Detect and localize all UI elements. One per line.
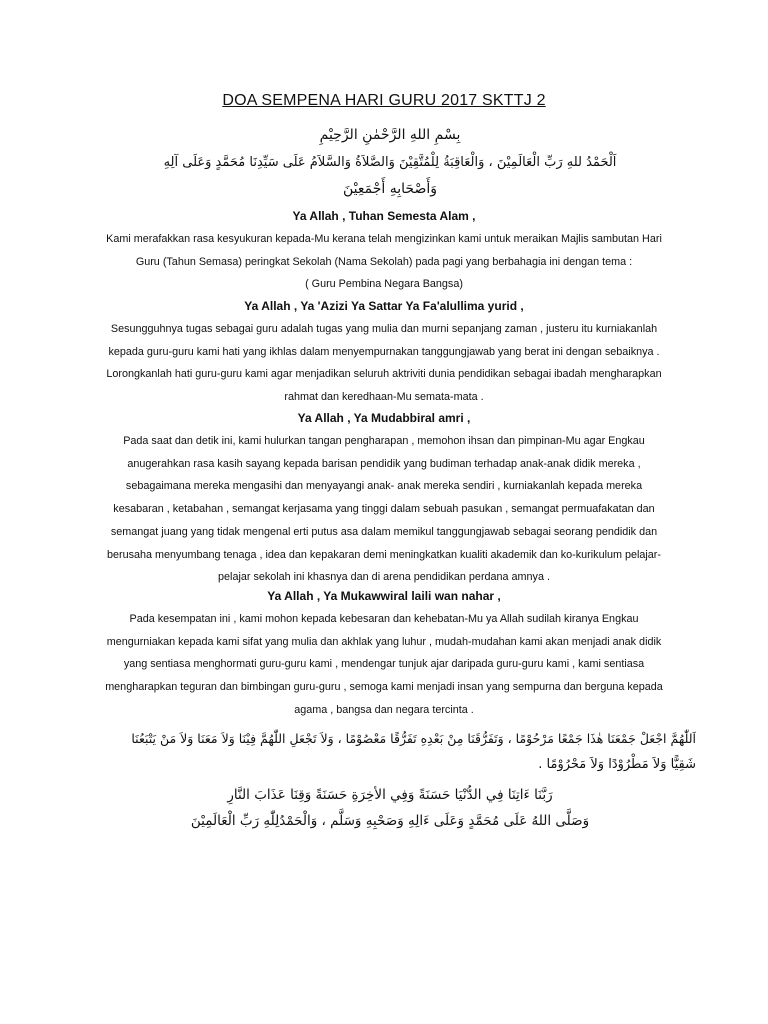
paragraph-line: semangat juang yang tidak mengenal erti putus asa dalam memikul tanggungjawab sebagai seorang pendidik dan bbox=[110, 525, 658, 538]
section-heading-4: Ya Allah , Ya Mukawwiral laili wan nahar , bbox=[267, 589, 501, 603]
section-heading-2: Ya Allah , Ya 'Azizi Ya Sattar Ya Fa'alullima yurid , bbox=[244, 299, 524, 313]
arabic-opening-line-1: اَلْحَمْدُ للهِ رَبِّ الْعَالَمِيْنَ ، وَالْعَاقِبَةُ لِلْمُتَّقِيْنَ وَالصَّلاَةُ وَالسَّلاَمُ عَلَى سَيِّدِنَا مُحَمَّدٍ وَعَلَى آلِهِ bbox=[163, 155, 617, 170]
paragraph-line: mengurniakan kepada kami sifat yang mulia dan akhlak yang luhur , mudah-mudahan kami akan menjadi anak didik bbox=[106, 635, 662, 648]
section-paragraph-1 bbox=[100, 228, 668, 296]
paragraph-line: kesabaran , ketabahan , semangat kerjasama yang tinggi dalam sebuah pasukan , semangat permuafakatan dan bbox=[113, 503, 655, 516]
arabic-opening-line-2: وَأَصْحَابِهِ أَجْمَعِيْنَ bbox=[343, 181, 437, 197]
paragraph-line: agama , bangsa dan negara tercinta . bbox=[294, 703, 474, 716]
paragraph-line: mengharapkan teguran dan bimbingan guru-guru , semoga kami menjadi insan yang sempurna dan berguna kepada bbox=[105, 681, 663, 694]
paragraph-line: anugerahkan rasa kasih sayang kepada barisan pendidik yang budiman terhadap anak-anak didik mereka , bbox=[127, 457, 641, 470]
arabic-closing-line-2: شَقِيًّا وَلاَ مَطْرُوْدًا وَلاَ مَحْرُوْمًا . bbox=[538, 757, 696, 772]
paragraph-line: Kami merafakkan rasa kesyukuran kepada-Mu kerana telah mengizinkan kami untuk meraikan Majlis sambutan Hari bbox=[106, 233, 662, 245]
paragraph-line: Guru (Tahun Semasa) peringkat Sekolah (Nama Sekolah) pada pagi yang berbahagia ini dengan tema : bbox=[135, 255, 633, 268]
arabic-closing-line-4: وَصَلَّى اللهُ عَلَى مُحَمَّدٍ وَعَلَى ءَالِهِ وَصَحْبِهِ وَسَلَّم ، وَالْحَمْدُلِلّٰهِ رَبِّ الْعَالَمِيْنَ bbox=[190, 813, 590, 829]
section-paragraph-4 bbox=[100, 608, 668, 722]
paragraph-line: Sesungguhnya tugas sebagai guru adalah tugas yang mulia dan murni sepanjang zaman , justeru itu kurniakanlah bbox=[110, 323, 658, 335]
paragraph-line: rahmat dan keredhaan-Mu semata-mata . bbox=[284, 391, 484, 404]
section-paragraph-3 bbox=[100, 430, 668, 589]
section-paragraph-2 bbox=[100, 318, 668, 409]
paragraph-line: ( Guru Pembina Negara Bangsa) bbox=[305, 278, 463, 291]
document-title: DOA SEMPENA HARI GURU 2017 SKTTJ 2 bbox=[222, 92, 546, 109]
arabic-closing-line-1: اَللّٰهُمَّ اجْعَلْ جَمْعَنَا هٰذَا جَمْعًا مَرْحُوْمًا ، وَتَفَرُّقَنَا مِنْ بَعْدِهِ تَفَرُّقًا مَعْصُوْمًا ، وَلاَ تَجْعَلِ اللّٰهُمَّ فِيْنَا وَلاَ مَعَنَا وَلاَ مَنْ يَتْبَعُنَا bbox=[131, 731, 696, 746]
paragraph-line: Pada saat dan detik ini, kami hulurkan tangan pengharapan , memohon ihsan dan pimpinan-Mu agar Engkau bbox=[123, 435, 645, 447]
paragraph-line: Pada kesempatan ini , kami mohon kepada kebesaran dan kehebatan-Mu ya Allah sudilah kiranya Engkau bbox=[129, 613, 639, 625]
paragraph-line: yang sentiasa menghormati guru-guru kami , mendengar tunjuk ajar daripada guru-guru kami , kami sentiasa bbox=[123, 658, 645, 671]
arabic-closing-line-3: رَبَّنَا ءَاتِنَا فِي الدُّنْيَا حَسَنَةً وَفِي الأخِرَةِ حَسَنَةً وَقِنَا عَذَابَ النَّارِ bbox=[227, 787, 553, 803]
paragraph-line: kepada guru-guru kami hati yang ikhlas dalam menyempurnakan tanggungjawab yang berat ini dengan sebaiknya . bbox=[108, 345, 660, 358]
section-heading-1: Ya Allah , Tuhan Semesta Alam , bbox=[292, 209, 476, 223]
paragraph-line: Lorongkanlah hati guru-guru kami agar menjadikan seluruh aktriviti dunia pendidikan sebagai ibadah mengharapkan bbox=[106, 368, 662, 381]
paragraph-line: sebagaimana mereka mengasihi dan menyayangi anak- anak mereka sendiri , kurniakanlah kepada mereka bbox=[125, 480, 643, 493]
arabic-basmalah: بِسْمِ اللهِ الرَّحْمٰنِ الرَّحِيْمِ bbox=[319, 127, 461, 143]
paragraph-line: berusaha menyumbang tenaga , idea dan kepakaran demi meningkatkan kualiti akademik dan ko-kurikulum pelajar- bbox=[107, 548, 661, 561]
paragraph-line: pelajar sekolah ini khasnya dan di arena pendidikan perdana amnya . bbox=[218, 571, 550, 584]
section-heading-3: Ya Allah , Ya Mudabbiral amri , bbox=[297, 411, 471, 425]
